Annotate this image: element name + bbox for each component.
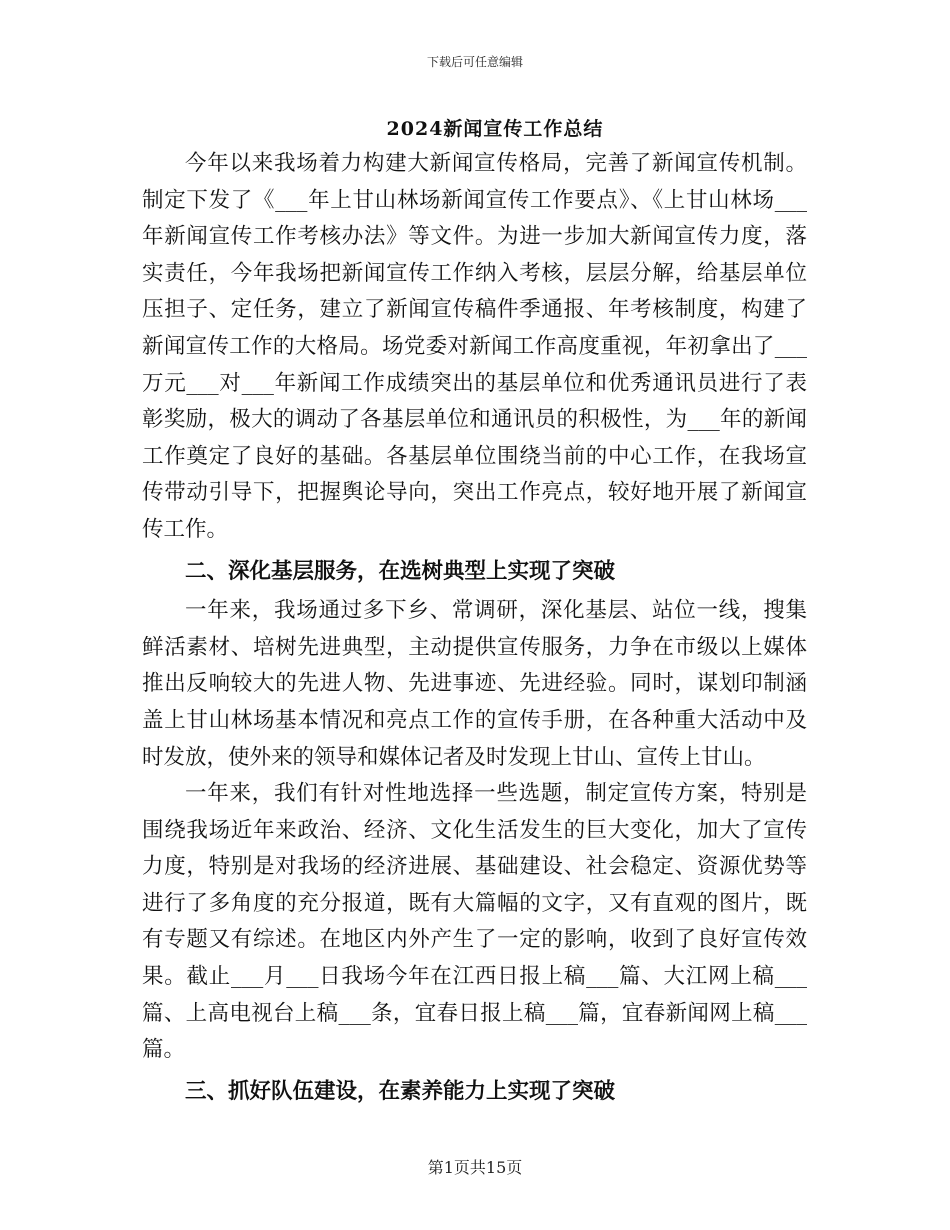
paragraph-topic-selection: 一年来，我们有针对性地选择一些选题，制定宣传方案，特别是围绕我场近年来政治、经济、文化生活发生的巨大变化，加大了宣传力度，特别是对我场的经济进展、基础建设、社会稳定、资源优势等进行了多角度的充分报道，既有大篇幅的文字，又有直观的图片，既有专题又有综述。在地区内外产生了一定的影响，收到了良好宣传效果。截止___月___日我场今年在江西日报上稿___篇、大江网上稿___篇、上高电视台上稿___条，宜春日报上稿___篇，宜春新闻网上稿___篇。: [142, 781, 807, 1063]
document-title: 2024新闻宣传工作总结: [386, 118, 604, 140]
paragraph-grassroots-service: 一年来，我场通过多下乡、常调研，深化基层、站位一线，搜集鲜活素材、培树先进典型，主动提供宣传服务，力争在市级以上媒体推出反响较大的先进人物、先进事迹、先进经验。同时，谋划印制涵盖上甘山林场基本情况和亮点工作的宣传手册，在各种重大活动中及时发放，使外来的领导和媒体记者及时发现上甘山、宣传上甘山。: [142, 598, 807, 770]
paragraph-intro: 今年以来我场着力构建大新闻宣传格局，完善了新闻宣传机制。制定下发了《___年上甘山林场新闻宣传工作要点》、《上甘山林场___年新闻宣传工作考核办法》等文件。为进一步加大新闻宣传力度，落实责任，今年我场把新闻宣传工作纳入考核，层层分解，给基层单位压担子、定任务，建立了新闻宣传稿件季通报、年考核制度，构建了新闻宣传工作的大格局。场党委对新闻工作高度重视，年初拿出了___万元___对___年新闻工作成绩突出的基层单位和优秀通讯员进行了表彰奖励，极大的调动了各基层单位和通讯员的积极性，为___年的新闻工作奠定了良好的基础。各基层单位围绕当前的中心工作，在我场宣传带动引导下，把握舆论导向，突出工作亮点，较好地开展了新闻宣传工作。: [142, 151, 807, 542]
page-footer-pagination: 第1页共15页: [427, 1158, 523, 1177]
page-header-note: 下载后可任意编辑: [426, 55, 523, 69]
section-heading-2: 二、深化基层服务，在选树典型上实现了突破: [185, 558, 616, 584]
section-heading-3: 三、抓好队伍建设，在素养能力上实现了突破: [185, 1078, 616, 1104]
document-body: [142, 146, 807, 1113]
